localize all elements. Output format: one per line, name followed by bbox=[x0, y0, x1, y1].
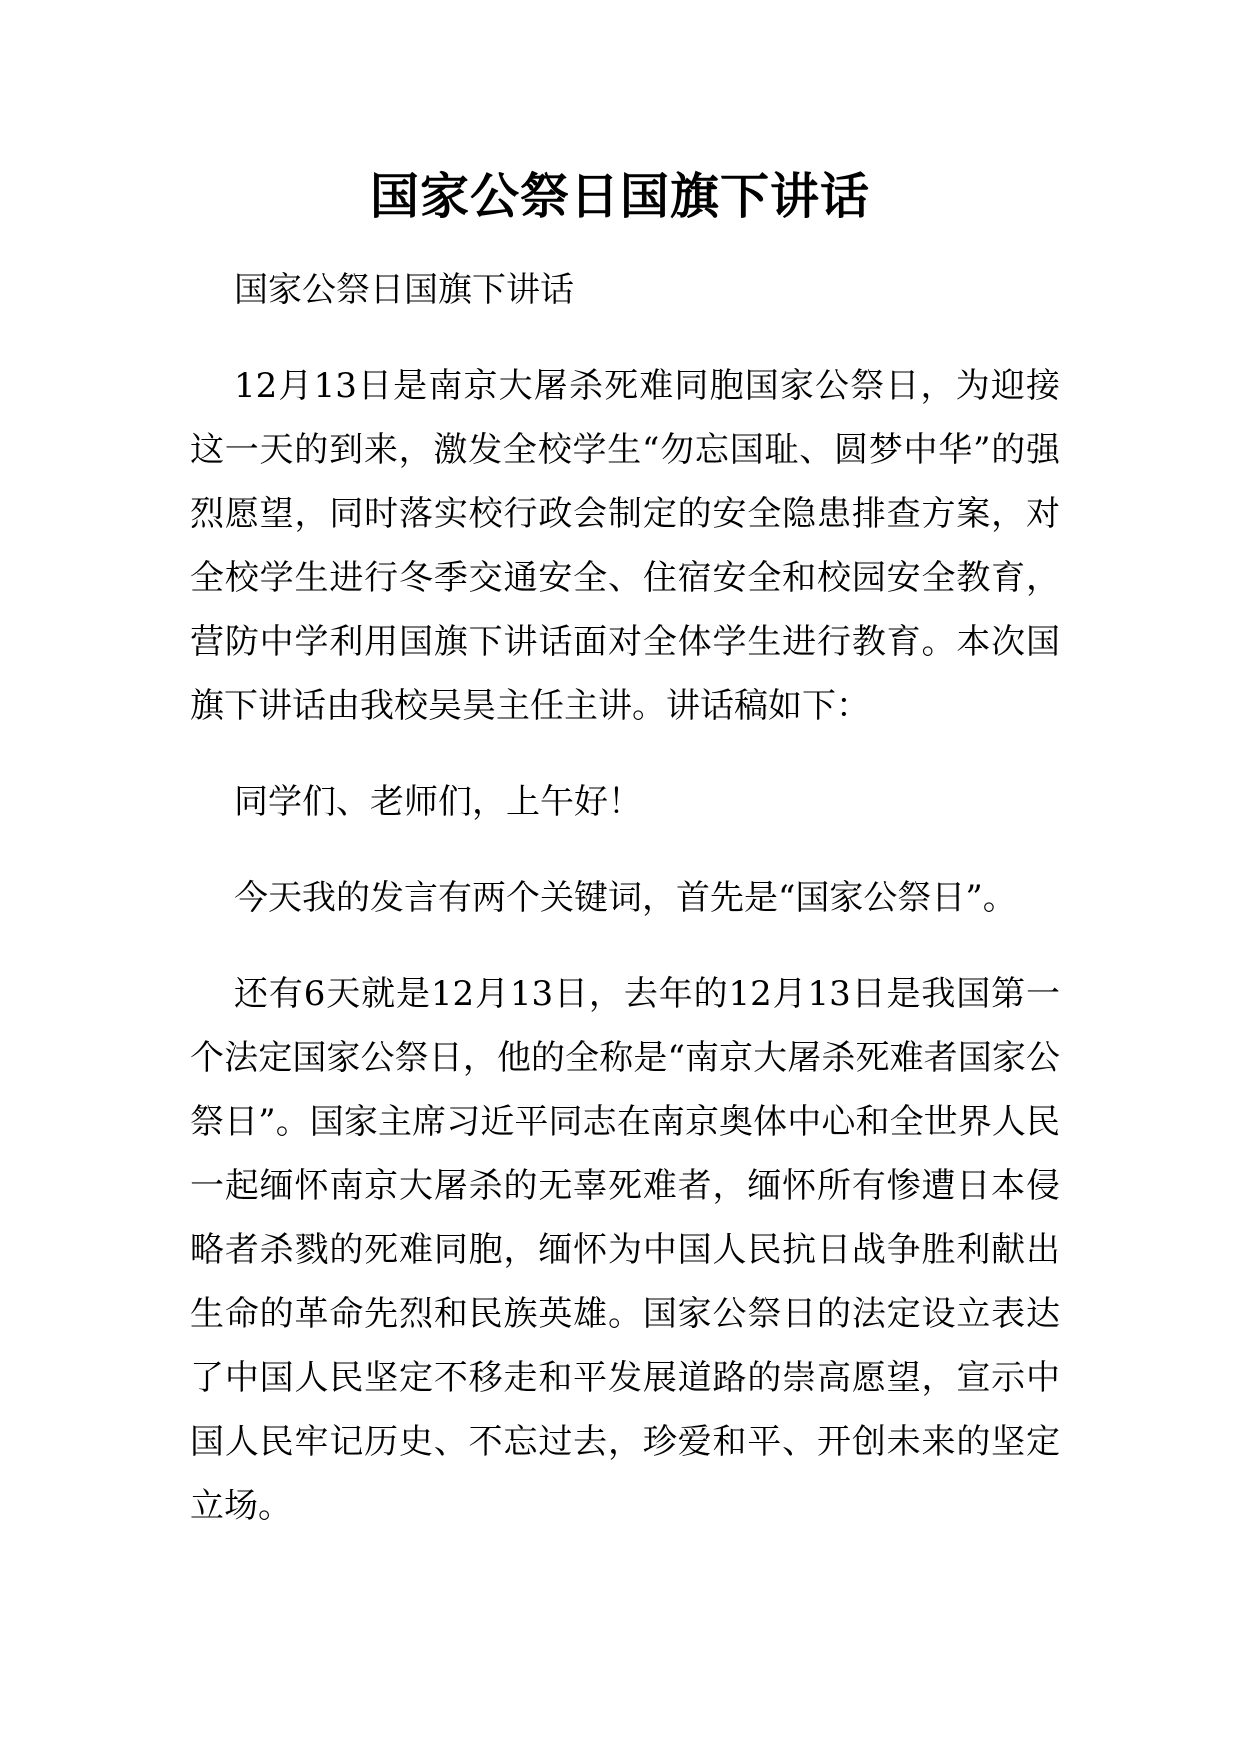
document-body bbox=[190, 258, 1060, 1570]
page-title: 国家公祭日国旗下讲话 bbox=[369, 167, 870, 225]
paragraph-history: 还有6天就是12月13日，去年的12月13日是我国第一个法定国家公祭日，他的全称是“南京大屠杀死难者国家公祭日”。国家主席习近平同志在南京奥体中心和全世界人民一起缅怀南京大屠杀的无辜死难者，缅怀所有惨遭日本侵略者杀戮的死难同胞，缅怀为中国人民抗日战争胜利献出生命的革命先烈和民族英雄。国家公祭日的法定设立表达了中国人民坚定不移走和平发展道路的崇高愿望，宣示中国人民牢记历史、不忘过去，珍爱和平、开创未来的坚定立场。 bbox=[190, 974, 1060, 1526]
paragraph-keyword: 今天我的发言有两个关键词，首先是“国家公祭日”。 bbox=[234, 878, 1017, 918]
paragraph-greeting: 同学们、老师们，上午好！ bbox=[234, 782, 642, 822]
paragraph-subtitle: 国家公祭日国旗下讲话 bbox=[234, 270, 574, 310]
paragraph-intro: 12月13日是南京大屠杀死难同胞国家公祭日，为迎接这一天的到来，激发全校学生“勿忘国耻、圆梦中华”的强烈愿望，同时落实校行政会制定的安全隐患排查方案，对全校学生进行冬季交通安全、住宿安全和校园安全教育，营防中学利用国旗下讲话面对全体学生进行教育。本次国旗下讲话由我校吴昊主任主讲。讲话稿如下： bbox=[190, 366, 1060, 726]
